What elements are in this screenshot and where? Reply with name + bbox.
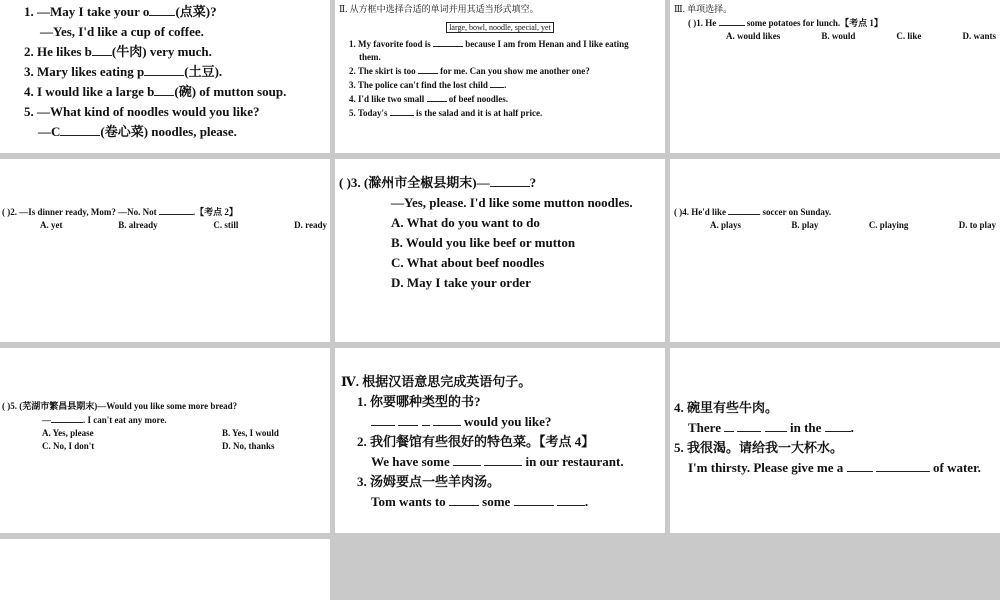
translation-3-answer: Tom wants to some . [371, 494, 589, 509]
item-2-line: 2. He likes b (牛肉) very much. [24, 44, 212, 59]
translation-3-prompt: 3. 汤姆要点一些羊肉汤。 [357, 474, 501, 489]
item-3-line: 3. Mary likes eating p (土豆). [24, 64, 223, 79]
translation-4-answer: There in the . [688, 420, 854, 435]
option-a[interactable]: A. would likes [726, 31, 781, 41]
box-question-1-cont: them. [359, 52, 381, 62]
tile-word-box-fill [335, 0, 665, 153]
choice-question-3-reply: —Yes, please. I'd like some mutton noodles. [391, 195, 633, 210]
option-b[interactable]: B. play [791, 220, 819, 230]
option-c[interactable]: C. What about beef noodles [391, 255, 545, 270]
option-d[interactable]: D. wants [962, 31, 996, 41]
choice-question-4-options [674, 219, 996, 232]
item-1-answer: —Yes, I'd like a cup of coffee. [40, 24, 204, 39]
option-c[interactable]: C. like [896, 31, 922, 41]
tile-multiple-choice-1 [670, 0, 1000, 153]
tile-multiple-choice-3 [335, 159, 665, 342]
choice-question-5: ( )5. (芜湖市繁昌县期末)—Would you like some more bread? [2, 401, 238, 411]
option-a[interactable]: A. yet [40, 220, 63, 230]
choice-question-2-options [2, 219, 327, 232]
option-c[interactable]: C. playing [868, 220, 909, 230]
translation-5-prompt: 5. 我很渴。请给我一大杯水。 [674, 440, 844, 455]
box-question-4: 4. I'd like two small of beef noodles. [349, 94, 509, 104]
choice-question-2: ( )2. —Is dinner ready, Mom? —No. Not .【考点 2】 [2, 207, 238, 217]
tile-multiple-choice-5 [0, 348, 330, 533]
choice-question-1: ( )1. He some potatoes for lunch.【考点 1】 [688, 18, 883, 28]
word-box: large, bowl, noodle, special, yet [339, 17, 661, 35]
translation-5-answer: I'm thirsty. Please give me a of water. [688, 460, 981, 475]
choice-question-3: ( )3. (滁州市全椒县期末)— ? [339, 175, 537, 190]
choice-question-1-options [674, 30, 996, 43]
option-d[interactable]: D. No, thanks [222, 441, 275, 451]
option-c[interactable]: C. still [213, 220, 239, 230]
option-a[interactable]: A. What do you want to do [391, 215, 540, 230]
option-d[interactable]: D. to play [958, 220, 996, 230]
tile-translation-2 [670, 348, 1000, 533]
translation-1-answer: would you like? [357, 412, 663, 432]
section-3-heading: Ⅲ. 单项选择。 [674, 4, 733, 14]
option-d[interactable]: D. May I take your order [391, 275, 531, 290]
tile-multiple-choice-4 [670, 159, 1000, 342]
item-5-answer: —C (卷心菜) noodles, please. [38, 124, 237, 139]
item-5-line: 5. —What kind of noodles would you like? [24, 104, 260, 119]
option-b[interactable]: B. Yes, I would [222, 428, 279, 438]
option-b[interactable]: B. already [118, 220, 158, 230]
translation-1-prompt: 1. 你要哪种类型的书? [357, 394, 481, 409]
box-question-2: 2. The skirt is too for me. Can you show me another one? [349, 66, 590, 76]
translation-4-prompt: 4. 碗里有些牛肉。 [674, 400, 779, 415]
item-1-line: 1. —May I take your o (点菜)? [24, 4, 217, 19]
option-a[interactable]: A. plays [710, 220, 742, 230]
choice-question-5-options [2, 427, 328, 453]
tile-vocabulary-fill [0, 0, 330, 153]
section-4-heading: Ⅳ. 根据汉语意思完成英语句子。 [341, 374, 532, 389]
choice-question-4: ( )4. He'd like soccer on Sunday. [674, 207, 832, 217]
translation-2-prompt: 2. 我们餐馆有些很好的特色菜。【考点 4】 [357, 434, 595, 449]
box-question-5: 5. Today's is the salad and it is at half price. [349, 108, 543, 118]
option-b[interactable]: B. would [821, 31, 856, 41]
box-question-3: 3. The police can't find the lost child . [349, 80, 507, 90]
tile-empty [0, 539, 330, 600]
option-d[interactable]: D. ready [294, 220, 327, 230]
option-b[interactable]: B. Would you like beef or mutton [391, 235, 576, 250]
box-question-1: 1. My favorite food is because I am from Henan and I like eating [349, 39, 629, 49]
tile-translation-1 [335, 348, 665, 533]
option-c[interactable]: C. No, I don't [42, 441, 95, 451]
item-4-line: 4. I would like a large b (碗) of mutton soup. [24, 84, 287, 99]
option-a[interactable]: A. Yes, please [42, 428, 94, 438]
section-2-heading: Ⅱ. 从方框中选择合适的单词并用其适当形式填空。 [339, 4, 539, 14]
tile-multiple-choice-2 [0, 159, 330, 342]
choice-question-5-reply: — . I can't eat any more. [42, 415, 167, 425]
translation-2-answer: We have some in our restaurant. [371, 454, 624, 469]
